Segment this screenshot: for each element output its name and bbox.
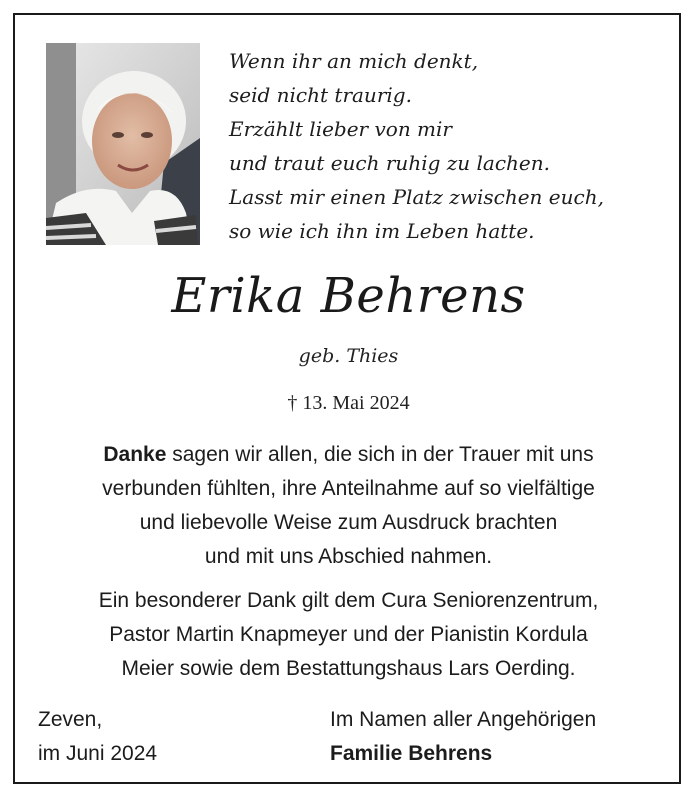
signature-family: Familie Behrens <box>330 742 493 765</box>
thanks-paragraph <box>0 438 697 574</box>
signature <box>330 703 596 771</box>
thanks-line-rest: sagen wir allen, die sich in der Trauer mit uns <box>166 443 594 466</box>
deceased-name: Erika Behrens <box>171 268 526 324</box>
thanks-lead: Danke <box>103 443 167 466</box>
poem-line: Erzählt lieber von mir <box>229 117 452 141</box>
birth-name: geb. Thies <box>298 345 399 367</box>
death-date: † 13. Mai 2024 <box>287 392 410 414</box>
poem-line: Wenn ihr an mich denkt, <box>229 49 479 73</box>
special-thanks-line: Pastor Martin Knapmeyer und der Pianistin Kordula <box>109 623 588 646</box>
special-thanks-line: Meier sowie dem Bestattungshaus Lars Oerding. <box>121 657 576 680</box>
thanks-line: verbunden fühlten, ihre Anteilnahme auf so vielfältige <box>102 477 595 500</box>
special-thanks-line: Ein besonderer Dank gilt dem Cura Seniorenzentrum, <box>98 589 599 612</box>
place-city: Zeven, <box>38 708 103 731</box>
poem-line: und traut euch ruhig zu lachen. <box>229 151 551 175</box>
place-and-date <box>38 703 157 771</box>
poem-line: seid nicht traurig. <box>229 83 412 107</box>
poem-line: Lasst mir einen Platz zwischen euch, <box>229 185 604 209</box>
signature-line: Im Namen aller Angehörigen <box>330 708 597 731</box>
place-date: im Juni 2024 <box>38 742 158 765</box>
special-thanks-paragraph <box>0 584 697 686</box>
thanks-line: und liebevolle Weise zum Ausdruck brachten <box>139 511 558 534</box>
thanks-line: und mit uns Abschied nahmen. <box>204 545 493 568</box>
poem <box>229 44 649 248</box>
portrait-photo <box>46 43 200 245</box>
thanks-line <box>0 438 697 472</box>
poem-line: so wie ich ihn im Leben hatte. <box>229 219 535 243</box>
